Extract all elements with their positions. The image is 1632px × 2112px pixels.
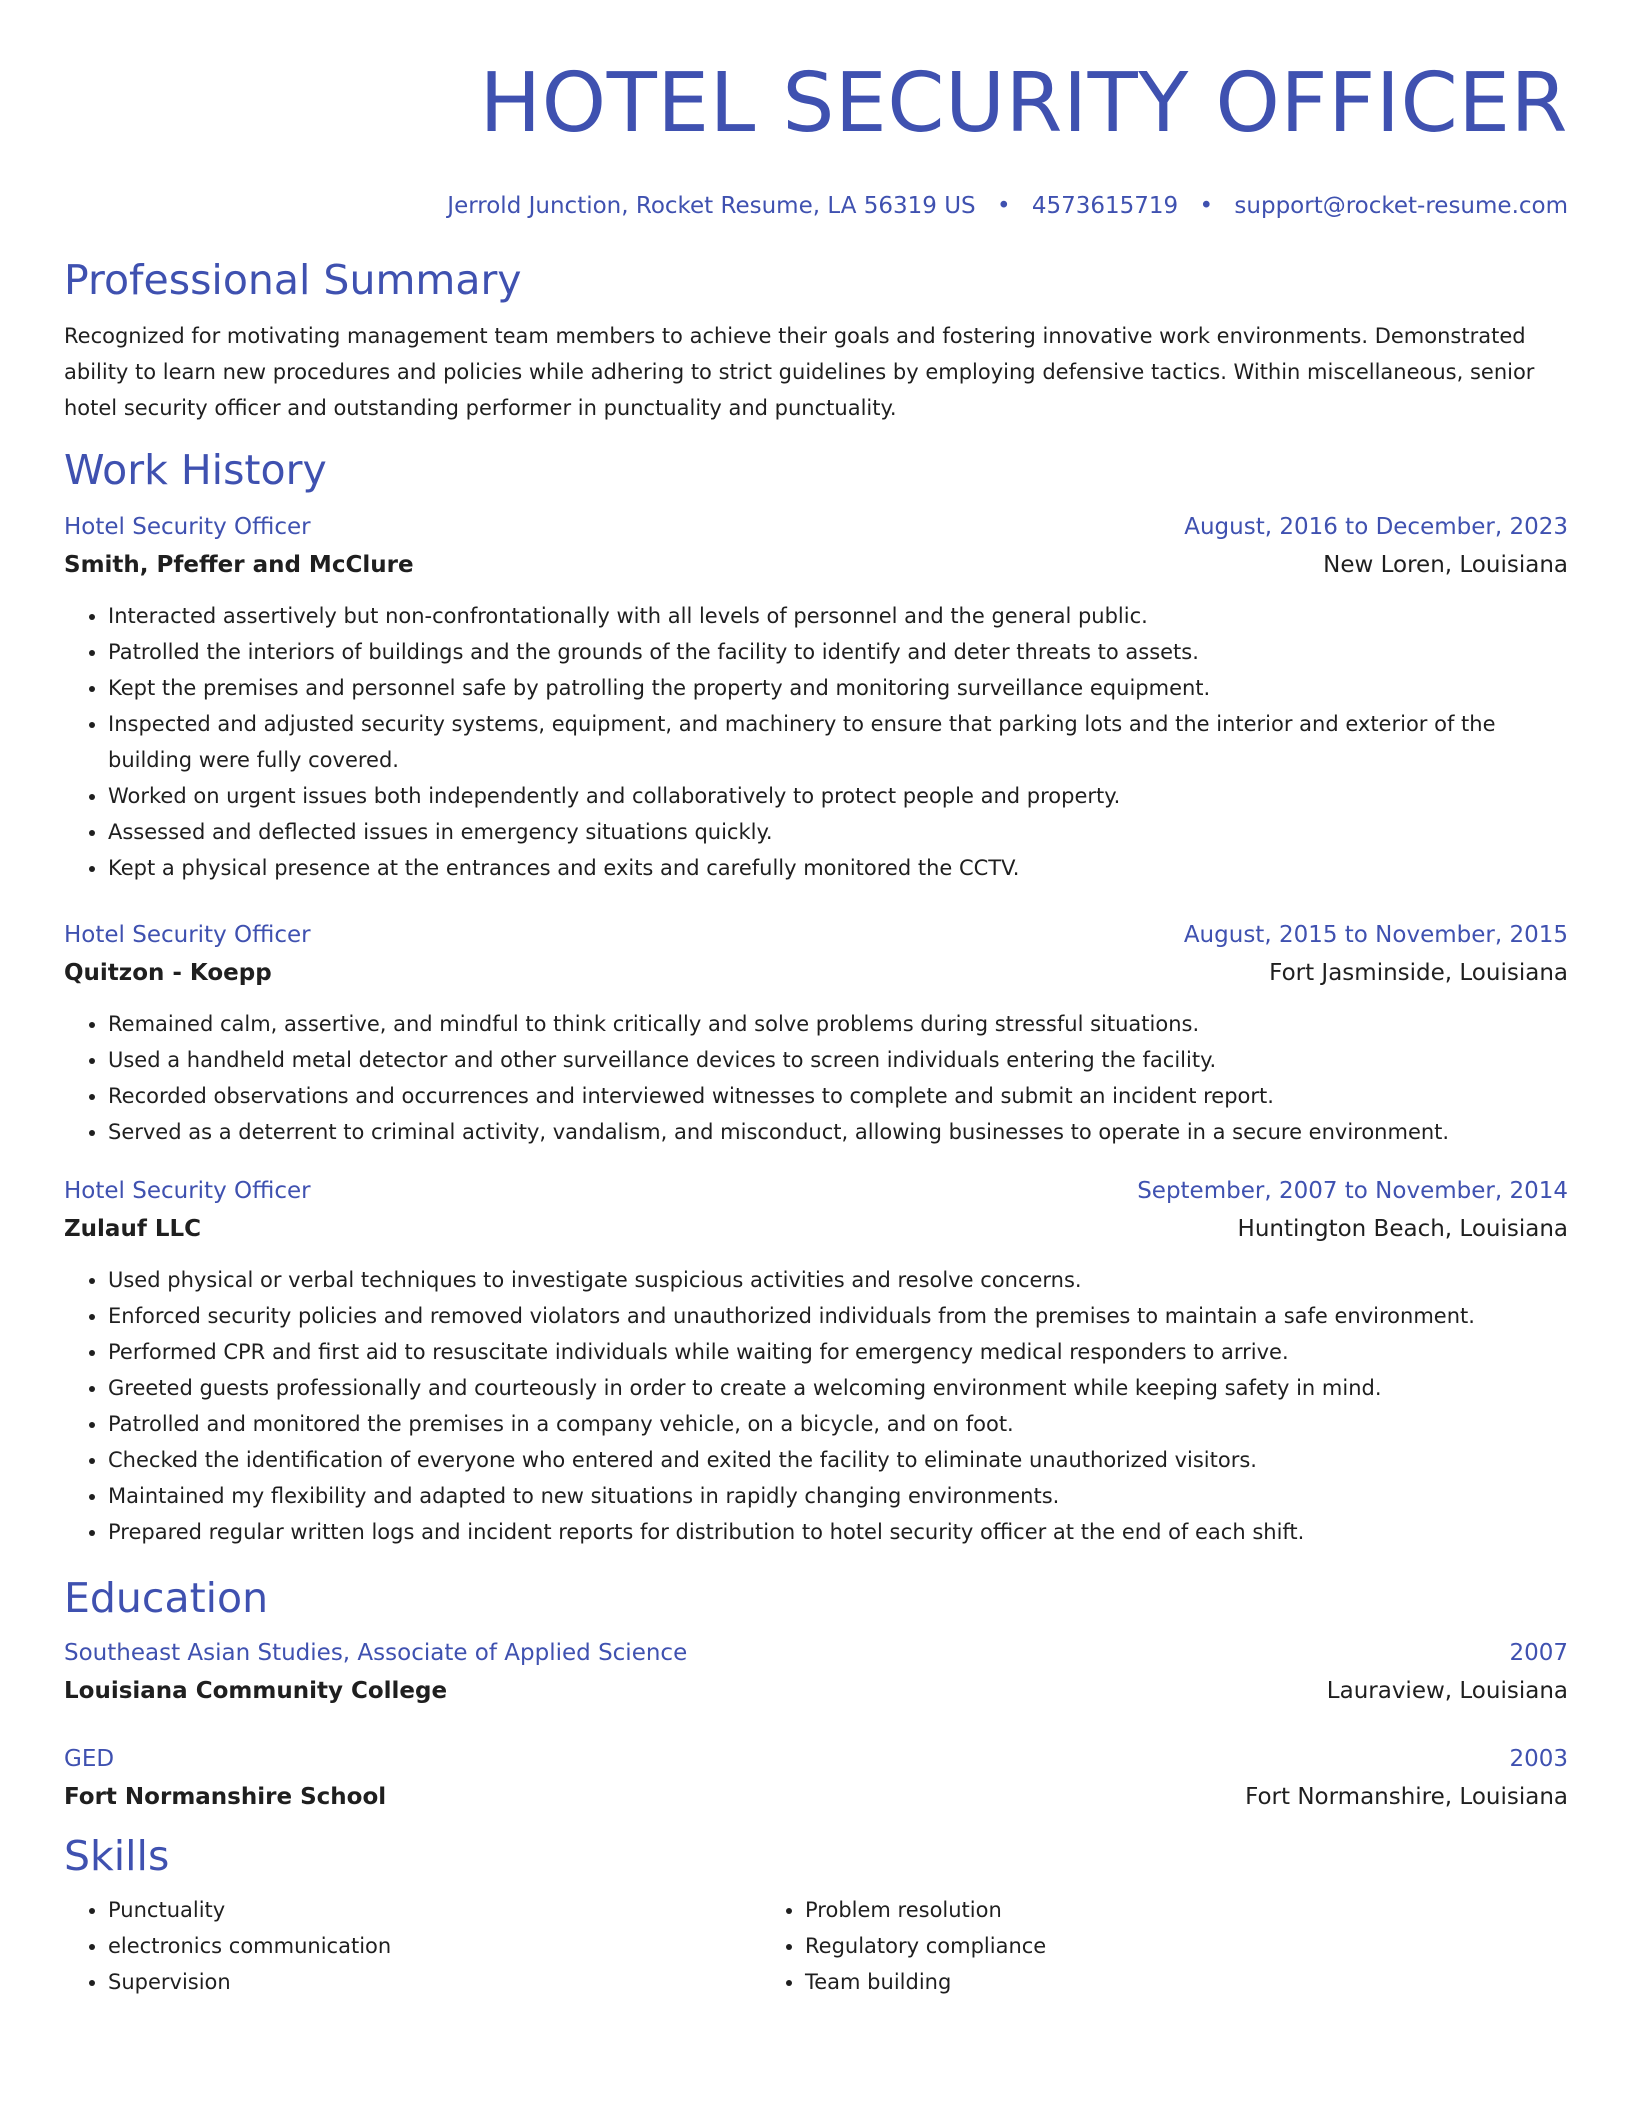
skills-list-right xyxy=(761,1892,1458,2000)
education-entry xyxy=(64,1634,1568,1710)
job-bullet: • Assessed and deflected issues in emergency situations quickly. xyxy=(108,814,1568,850)
summary-heading: Professional Summary xyxy=(64,256,522,304)
job-dates: August, 2015 to November, 2015 xyxy=(1183,922,1568,948)
skill-item: • Team building xyxy=(805,1964,1458,2000)
job-bullet: • Served as a deterrent to criminal activity, vandalism, and misconduct, allowing businesses to operate in a secure environment. xyxy=(108,1114,1568,1150)
job-location: New Loren, Louisiana xyxy=(1323,552,1568,578)
job-title: Hotel Security Officer xyxy=(64,922,311,948)
education-year: 2003 xyxy=(1509,1746,1568,1772)
job-bullet: • Kept the premises and personnel safe by patrolling the property and monitoring surveillance equipment. xyxy=(108,670,1568,706)
work-heading: Work History xyxy=(64,446,327,494)
job-bullet: • Patrolled and monitored the premises in a company vehicle, on a bicycle, and on foot. xyxy=(108,1406,1568,1442)
job-bullet: • Inspected and adjusted security systems, equipment, and machinery to ensure that parking lots and the interior and exterior of the building were fully covered. xyxy=(108,706,1568,778)
education-section xyxy=(64,1572,1568,1816)
job-location: Huntington Beach, Louisiana xyxy=(1237,1216,1568,1242)
contact-address: Jerrold Junction, Rocket Resume, LA 56319 US xyxy=(447,193,976,219)
job-entry xyxy=(64,1172,1568,1550)
job-company: Zulauf LLC xyxy=(64,1216,202,1242)
job-bullet: • Used a handheld metal detector and other surveillance devices to screen individuals entering the facility. xyxy=(108,1042,1568,1078)
work-section xyxy=(64,444,1568,1550)
contact-line xyxy=(64,188,1568,224)
job-location: Fort Jasminside, Louisiana xyxy=(1269,960,1568,986)
job-bullet: • Prepared regular written logs and incident reports for distribution to hotel security officer at the end of each shift. xyxy=(108,1514,1568,1550)
education-degree: GED xyxy=(64,1746,115,1772)
job-title: Hotel Security Officer xyxy=(64,514,311,540)
job-bullet: • Performed CPR and first aid to resuscitate individuals while waiting for emergency medical responders to arrive. xyxy=(108,1334,1568,1370)
resume-name: HOTEL SECURITY OFFICER xyxy=(479,56,1568,151)
education-year: 2007 xyxy=(1509,1640,1568,1666)
job-bullet: • Remained calm, assertive, and mindful to think critically and solve problems during stressful situations. xyxy=(108,1006,1568,1042)
job-company: Quitzon - Koepp xyxy=(64,960,272,986)
skill-item: • Supervision xyxy=(108,1964,761,2000)
job-bullet: • Patrolled the interiors of buildings and the grounds of the facility to identify and deter threats to assets. xyxy=(108,634,1568,670)
education-school-row xyxy=(64,1672,1568,1710)
education-school: Fort Normanshire School xyxy=(64,1784,387,1810)
skill-item: • Regulatory compliance xyxy=(805,1928,1458,1964)
job-bullet: • Worked on urgent issues both independently and collaboratively to protect people and property. xyxy=(108,778,1568,814)
education-entry xyxy=(64,1740,1568,1816)
job-dates: August, 2016 to December, 2023 xyxy=(1184,514,1568,540)
job-bullets xyxy=(64,598,1568,886)
job-header-row xyxy=(64,916,1568,954)
skill-item: • Punctuality xyxy=(108,1892,761,1928)
job-bullet: • Used physical or verbal techniques to investigate suspicious activities and resolve concerns. xyxy=(108,1262,1568,1298)
job-bullet: • Maintained my flexibility and adapted to new situations in rapidly changing environments. xyxy=(108,1478,1568,1514)
skills-columns xyxy=(64,1892,1568,2000)
job-dates: September, 2007 to November, 2014 xyxy=(1137,1178,1568,1204)
education-school-row xyxy=(64,1778,1568,1816)
contact-separator: • xyxy=(996,193,1011,219)
job-entry xyxy=(64,508,1568,886)
education-school: Louisiana Community College xyxy=(64,1678,448,1704)
job-company-row xyxy=(64,954,1568,992)
job-entry xyxy=(64,916,1568,1150)
summary-section xyxy=(64,254,1568,426)
job-bullet: • Greeted guests professionally and courteously in order to create a welcoming environment while keeping safety in mind. xyxy=(108,1370,1568,1406)
education-location: Lauraview, Louisiana xyxy=(1326,1678,1568,1704)
job-bullet: • Enforced security policies and removed violators and unauthorized individuals from the premises to maintain a safe environment. xyxy=(108,1298,1568,1334)
skill-item: • electronics communication xyxy=(108,1928,761,1964)
education-heading: Education xyxy=(64,1574,269,1622)
job-bullet: • Recorded observations and occurrences and interviewed witnesses to complete and submit an incident report. xyxy=(108,1078,1568,1114)
education-degree: Southeast Asian Studies, Associate of Applied Science xyxy=(64,1640,688,1666)
contact-separator: • xyxy=(1199,193,1214,219)
job-title: Hotel Security Officer xyxy=(64,1178,311,1204)
job-bullets xyxy=(64,1262,1568,1550)
summary-text: Recognized for motivating management team members to achieve their goals and fostering innovative work environments. Demonstrated ability to learn new procedures and policies while adhering to strict guidelines by employing defensive tactics. Within miscellaneous, senior hotel security officer and outstanding performer in punctuality and punctuality. xyxy=(64,324,1535,420)
job-bullet: • Interacted assertively but non-confrontationally with all levels of personnel and the general public. xyxy=(108,598,1568,634)
skill-item: • Problem resolution xyxy=(805,1892,1458,1928)
job-header-row xyxy=(64,1172,1568,1210)
skills-section xyxy=(64,1830,1568,2000)
education-header-row xyxy=(64,1740,1568,1778)
skills-list-left xyxy=(64,1892,761,2000)
contact-phone: 4573615719 xyxy=(1031,193,1179,219)
education-header-row xyxy=(64,1634,1568,1672)
resume-header xyxy=(64,50,1568,224)
job-company-row xyxy=(64,546,1568,584)
job-header-row xyxy=(64,508,1568,546)
education-location: Fort Normanshire, Louisiana xyxy=(1245,1784,1568,1810)
job-company-row xyxy=(64,1210,1568,1248)
job-bullet: • Checked the identification of everyone who entered and exited the facility to eliminate unauthorized visitors. xyxy=(108,1442,1568,1478)
contact-email: support@rocket-resume.com xyxy=(1234,193,1568,219)
job-company: Smith, Pfeffer and McClure xyxy=(64,552,414,578)
skills-heading: Skills xyxy=(64,1832,170,1880)
job-bullet: • Kept a physical presence at the entrances and exits and carefully monitored the CCTV. xyxy=(108,850,1568,886)
job-bullets xyxy=(64,1006,1568,1150)
